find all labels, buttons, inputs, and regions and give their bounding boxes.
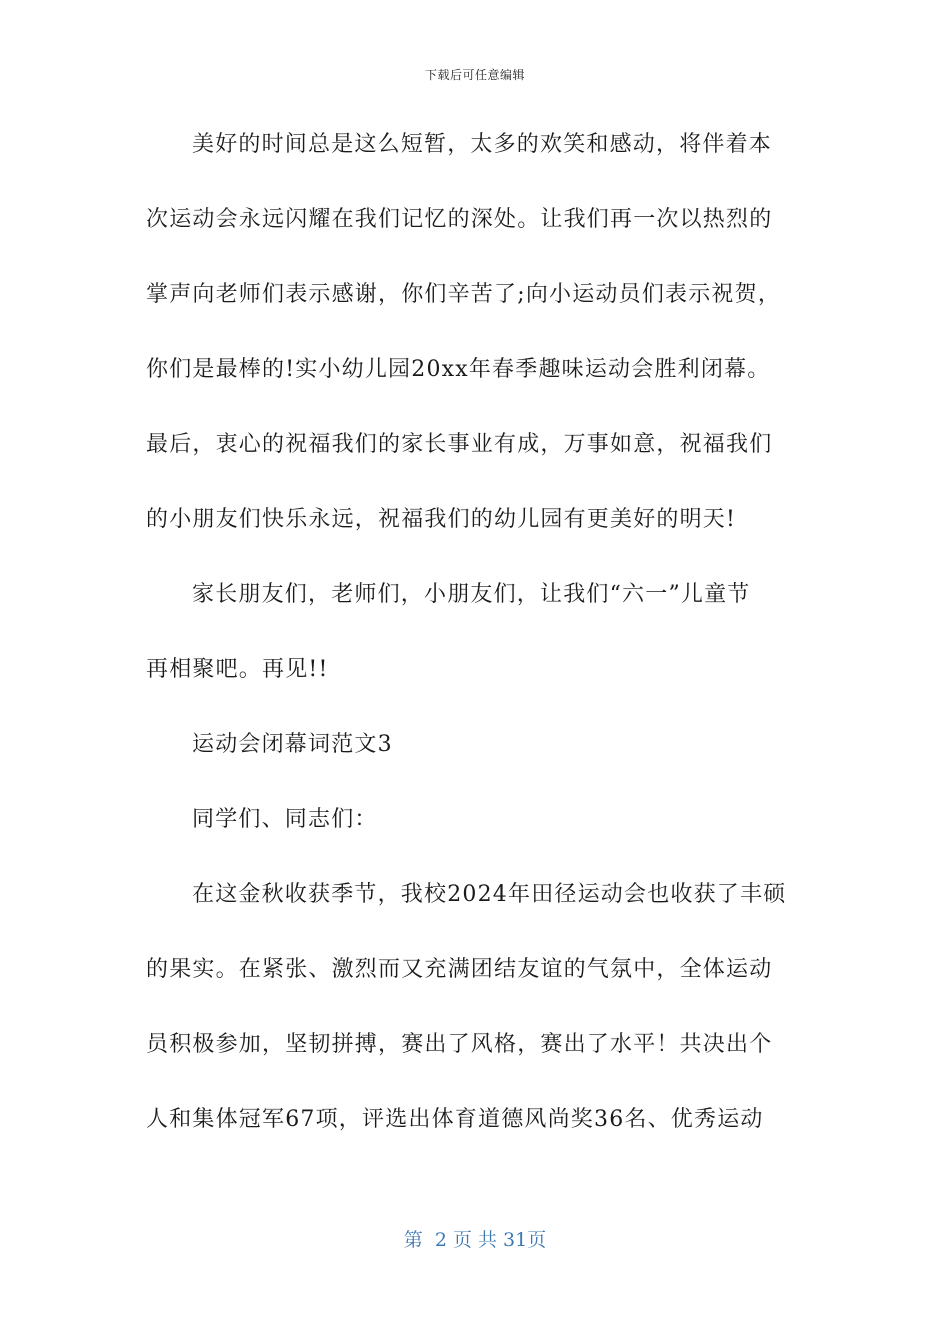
- page-number-footer: 第 2 页 共 31页: [403, 1229, 547, 1251]
- page-header-note: 下载后可任意编辑: [424, 68, 525, 82]
- section-title: 运动会闭幕词范文3: [192, 732, 393, 757]
- text-line: 再相聚吧。再见!!: [146, 657, 329, 682]
- text-line: 家长朋友们，老师们，小朋友们，让我们“六一”儿童节: [192, 582, 751, 607]
- text-line: 的小朋友们快乐永远，祝福我们的幼儿园有更美好的明天!: [146, 507, 737, 532]
- paragraph-closing-thanks: [146, 118, 806, 568]
- text-line: 最后，衷心的祝福我们的家长事业有成，万事如意，祝福我们: [146, 432, 773, 457]
- section-heading: [146, 718, 806, 793]
- text-line: 员积极参加，坚韧拼搏，赛出了风格，赛出了水平！共决出个: [146, 1032, 773, 1057]
- text-line: 人和集体冠军67项，评选出体育道德风尚奖36名、优秀运动: [146, 1107, 764, 1132]
- paragraph-farewell: [146, 568, 806, 718]
- document-body: [146, 118, 806, 1168]
- text-line: 美好的时间总是这么短暂，太多的欢笑和感动，将伴着本: [192, 132, 773, 157]
- text-line: 次运动会永远闪耀在我们记忆的深处。让我们再一次以热烈的: [146, 207, 773, 232]
- paragraph-results: [146, 868, 806, 1168]
- salutation-line: 同学们、同志们：: [192, 807, 378, 832]
- text-line: 掌声向老师们表示感谢，你们辛苦了;向小运动员们表示祝贺，: [146, 282, 782, 307]
- text-line: 你们是最棒的!实小幼儿园20xx年春季趣味运动会胜利闭幕。: [146, 357, 771, 382]
- text-line: 在这金秋收获季节，我校2024年田径运动会也收获了丰硕: [192, 882, 787, 907]
- text-line: 的果实。在紧张、激烈而又充满团结友谊的气氛中，全体运动: [146, 957, 773, 982]
- paragraph-salutation: [146, 793, 806, 868]
